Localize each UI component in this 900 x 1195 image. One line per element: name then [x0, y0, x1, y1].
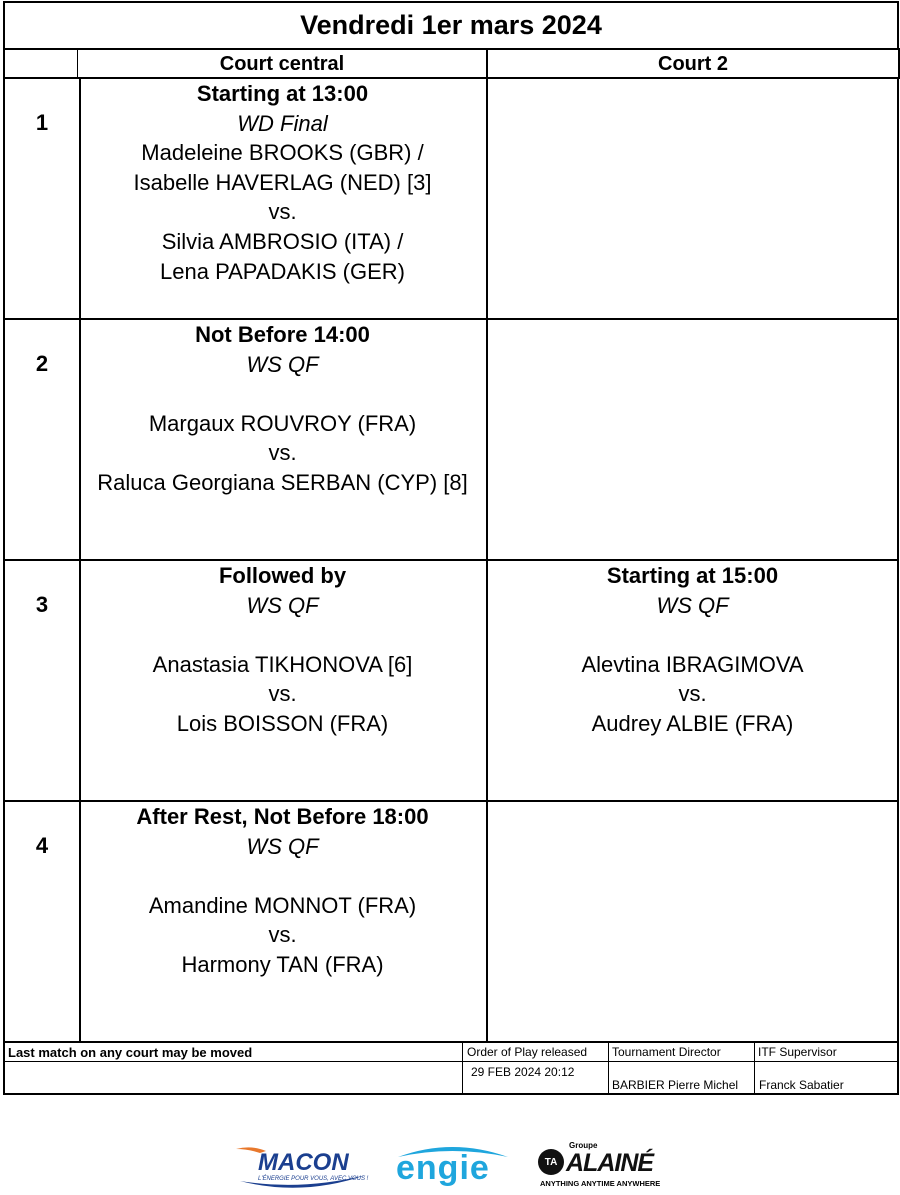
versus-label: vs. [268, 922, 297, 948]
player-line: Margaux ROUVROY (FRA) [148, 410, 417, 436]
footer-note: Last match on any court may be moved [8, 1045, 253, 1060]
match-cell-court-2 [488, 561, 899, 800]
player-line [79, 861, 486, 891]
match-round: WS QF [246, 833, 319, 859]
player-line: Madeleine BROOKS (GBR) / [141, 140, 424, 166]
alaine-group-label: Groupe [569, 1141, 598, 1150]
match-round: WS QF [246, 351, 319, 377]
match-time: After Rest, Not Before 18:00 [136, 804, 429, 829]
match-cell-court-2 [488, 79, 899, 318]
row-divider [3, 77, 899, 79]
row-number-label: 3 [35, 592, 49, 617]
player-line: Silvia AMBROSIO (ITA) / [161, 228, 404, 254]
match-time: Starting at 13:00 [196, 81, 369, 106]
row-divider [3, 559, 899, 561]
match-time: Not Before 14:00 [195, 322, 370, 347]
court-header-1: Court central [77, 48, 487, 79]
table-right-border [897, 77, 899, 1041]
released-value: 29 FEB 2024 20:12 [471, 1065, 575, 1079]
player-line [79, 620, 486, 650]
supervisor-label: ITF Supervisor [758, 1045, 837, 1059]
player-line: Amandine MONNOT (FRA) [148, 892, 417, 918]
match-round [488, 109, 897, 139]
director-label: Tournament Director [612, 1045, 721, 1059]
row-number-label: 1 [35, 110, 49, 135]
player-line: Audrey ALBIE (FRA) [591, 710, 794, 736]
player-line: Harmony TAN (FRA) [181, 951, 384, 977]
alaine-wordmark: ALAINÉ [566, 1149, 654, 1177]
match-round [488, 350, 897, 380]
match-cell-court-2 [488, 802, 899, 1041]
versus-label: vs. [268, 681, 297, 707]
versus-label: vs. [268, 440, 297, 466]
player-line [79, 379, 486, 409]
match-time [488, 320, 897, 350]
match-round: WS QF [656, 592, 729, 618]
page-title: Vendredi 1er mars 2024 [3, 1, 899, 50]
order-of-play-sheet [3, 1, 897, 1095]
player-line: Lena PAPADAKIS (GER) [160, 258, 405, 284]
match-time [488, 79, 897, 109]
row-number [3, 800, 81, 1041]
match-cell-court-2 [488, 320, 899, 559]
match-cell-court-central [79, 561, 488, 800]
match-cell-court-central [79, 802, 488, 1041]
header-blank [3, 48, 78, 79]
player-line: Anastasia TIKHONOVA [6] [152, 651, 413, 677]
alaine-logo [538, 1143, 678, 1191]
macon-tagline: L'ÉNERGIE POUR VOUS, AVEC VOUS ! [258, 1176, 369, 1182]
player-line: Raluca Georgiana SERBAN (CYP) [8] [97, 469, 468, 495]
versus-label: vs. [678, 681, 707, 707]
row-number-label: 4 [35, 833, 49, 858]
match-cell-court-central [79, 320, 488, 559]
footer-table [3, 1041, 899, 1095]
director-value: BARBIER Pierre Michel [612, 1078, 739, 1092]
match-round: WS QF [246, 592, 319, 618]
player-line: Isabelle HAVERLAG (NED) [3] [133, 169, 432, 195]
supervisor-value: Franck Sabatier [759, 1078, 844, 1092]
row-divider [3, 800, 899, 802]
row-number [3, 559, 81, 800]
match-round [488, 832, 897, 862]
player-line [488, 620, 897, 650]
released-label: Order of Play released [467, 1045, 588, 1059]
match-time: Starting at 15:00 [606, 563, 779, 588]
macon-wordmark: MACON [258, 1149, 349, 1176]
row-number [3, 77, 81, 318]
alaine-badge-icon: TA [538, 1149, 564, 1175]
match-cell-court-central [79, 79, 488, 318]
table-left-border [3, 77, 5, 1041]
court-header-2: Court 2 [487, 48, 900, 79]
row-number-label: 2 [35, 351, 49, 376]
match-time [488, 802, 897, 832]
macon-logo [232, 1141, 372, 1191]
player-line: Lois BOISSON (FRA) [176, 710, 389, 736]
player-line: Alevtina IBRAGIMOVA [581, 651, 804, 677]
engie-logo [390, 1139, 515, 1191]
alaine-tagline: ANYTHING ANYTIME ANYWHERE [540, 1179, 661, 1188]
sponsor-logos [0, 1135, 900, 1195]
row-divider [3, 318, 899, 320]
match-round: WD Final [237, 110, 328, 136]
versus-label: vs. [268, 199, 297, 225]
engie-wordmark: engie [396, 1149, 490, 1187]
row-number [3, 318, 81, 559]
match-time: Followed by [218, 563, 347, 588]
